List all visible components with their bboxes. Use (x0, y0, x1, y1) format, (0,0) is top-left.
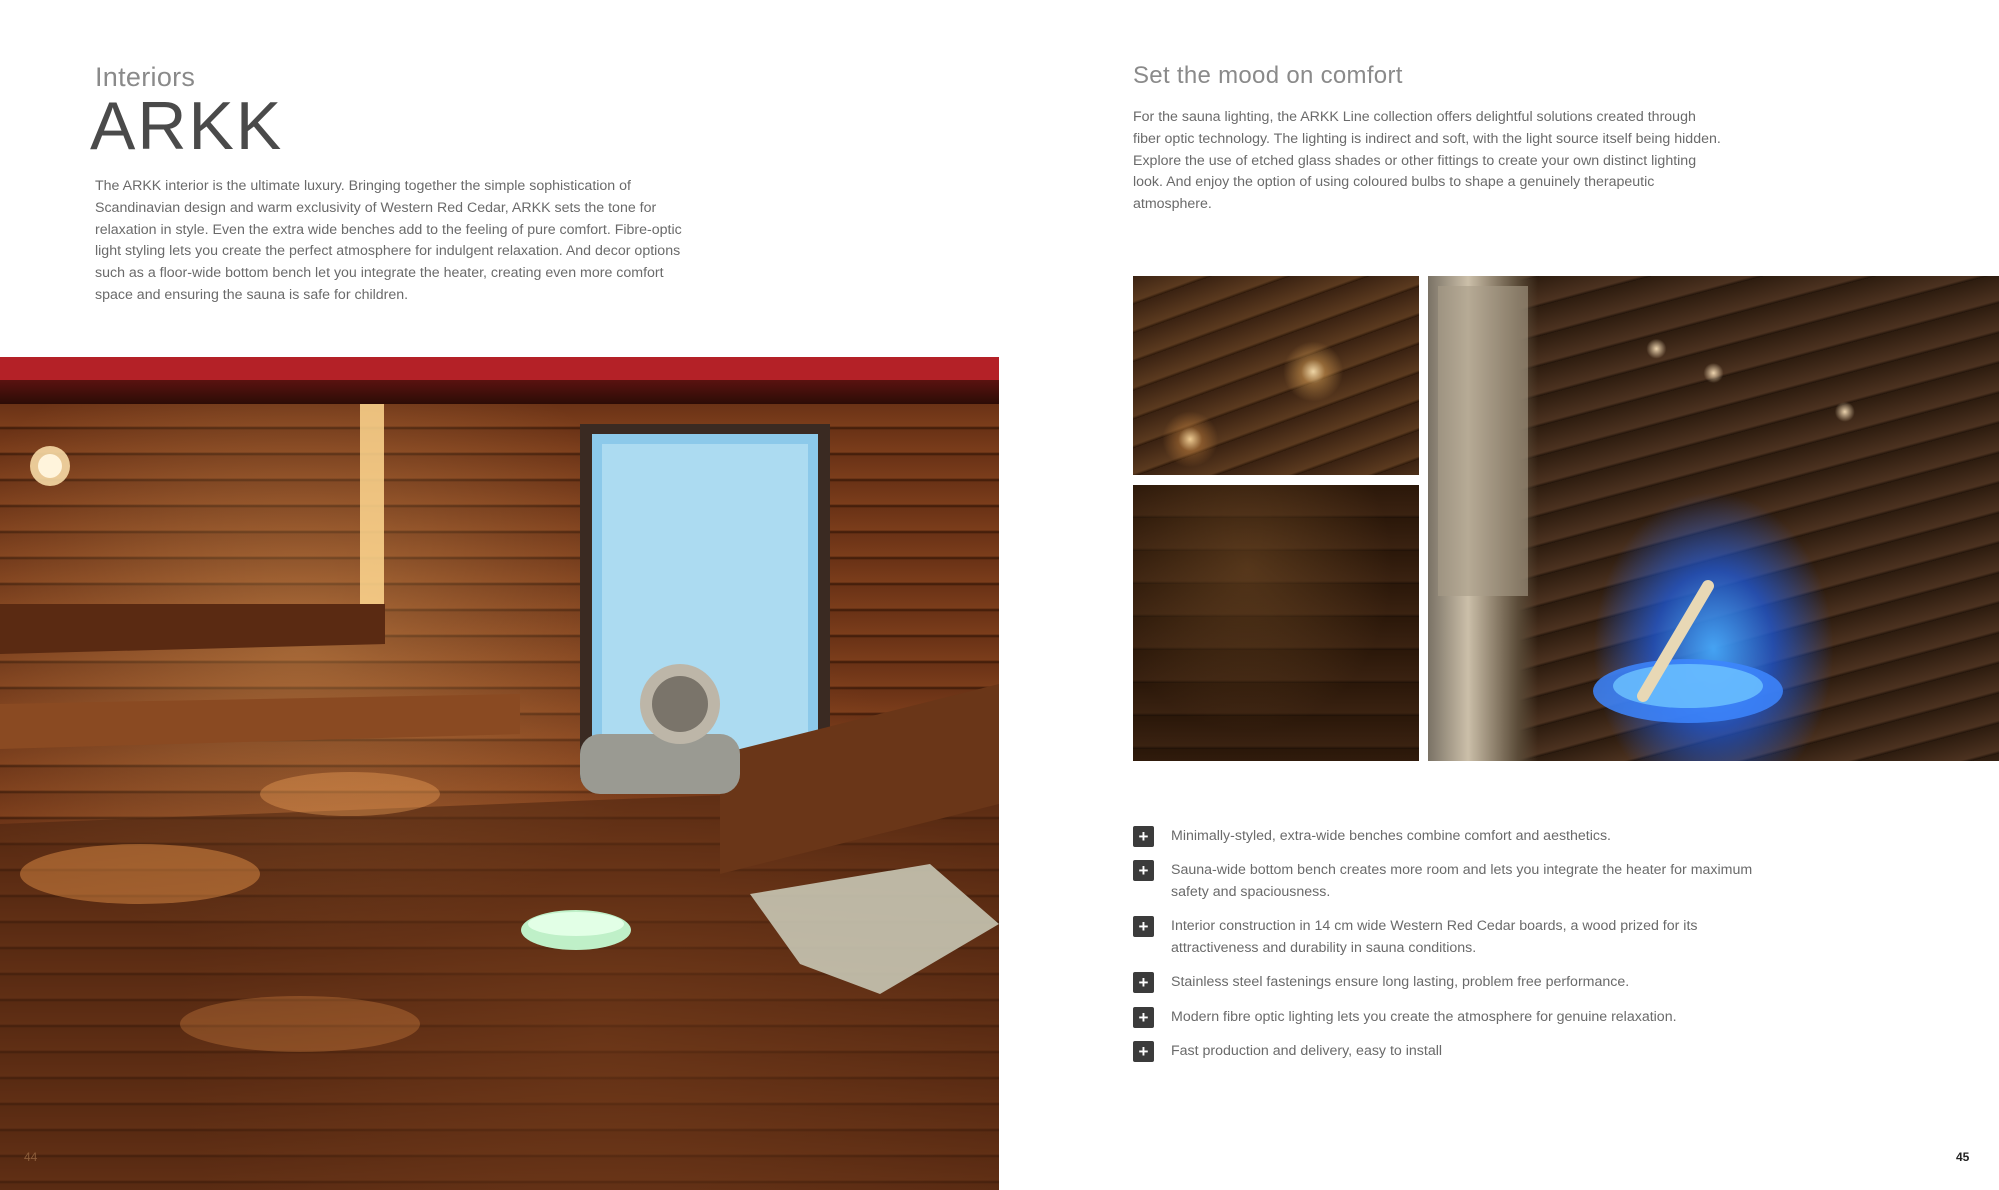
section-heading: Set the mood on comfort (1133, 62, 1403, 89)
accent-band (0, 357, 999, 380)
feature-item (1133, 916, 1753, 960)
section-label: Interiors (95, 62, 196, 92)
heater-bowl-photo (1428, 276, 1999, 761)
plus-icon: + (1133, 916, 1154, 937)
bench-lighting-photo (1133, 276, 1419, 475)
plus-icon: + (1133, 826, 1154, 847)
sauna-interior-photo (0, 404, 999, 1190)
feature-text: Modern fibre optic lighting lets you create the atmosphere for genuine relaxation. (1171, 1008, 1677, 1025)
plus-icon: + (1133, 860, 1154, 881)
feature-item (1133, 826, 1753, 848)
dark-bench-photo (1133, 485, 1419, 761)
feature-text: Interior construction in 14 cm wide Western Red Cedar boards, a wood prized for its attractiveness and durability in sauna conditions. (1171, 918, 1698, 957)
feature-text: Sauna-wide bottom bench creates more room and lets you integrate the heater for maximum safety and spaciousness. (1171, 862, 1753, 901)
feature-text: Fast production and delivery, easy to install (1171, 1043, 1443, 1060)
heater-bowl-illustration (1428, 276, 1999, 761)
plus-icon: + (1133, 972, 1154, 993)
page-number-left: 44 (24, 1150, 38, 1164)
feature-item (1133, 972, 1753, 994)
body-paragraph: For the sauna lighting, the ARKK Line collection offers delightful solutions created through fiber optic technology. The lighting is indirect and soft, with the light source itself being hidden. Explore the use of etched glass shades or other fittings to create your own distinct lighting look. And enjoy the option of using coloured bulbs to shape a genuinely therapeutic atmosphere. (1133, 109, 1721, 213)
plus-icon: + (1133, 1007, 1154, 1028)
feature-text: Minimally-styled, extra-wide benches combine comfort and aesthetics. (1171, 828, 1611, 844)
feature-item (1133, 1007, 1753, 1029)
plus-icon: + (1133, 1041, 1154, 1062)
feature-list (1133, 826, 1753, 1075)
ceiling-shadow (0, 380, 999, 405)
page-title: ARKK (90, 88, 284, 164)
page-number-right: 45 (1956, 1150, 1970, 1164)
feature-item (1133, 1041, 1753, 1063)
feature-item (1133, 860, 1753, 904)
intro-paragraph: The ARKK interior is the ultimate luxury. Bringing together the simple sophistication of Scandinavian design and warm exclusivity of Western Red Cedar, ARKK sets the tone for relaxation in style. Even the extra wide benches add to the feeling of pure comfort. Fibre-optic light styling lets you create the perfect atmosphere for indulgent relaxation. And decor options such as a floor-wide bottom bench let you integrate the heater, creating even more comfort space and ensuring the sauna is safe for children. (95, 178, 682, 303)
feature-text: Stainless steel fastenings ensure long lasting, problem free performance. (1171, 974, 1630, 991)
sauna-scene-illustration (0, 404, 999, 1190)
